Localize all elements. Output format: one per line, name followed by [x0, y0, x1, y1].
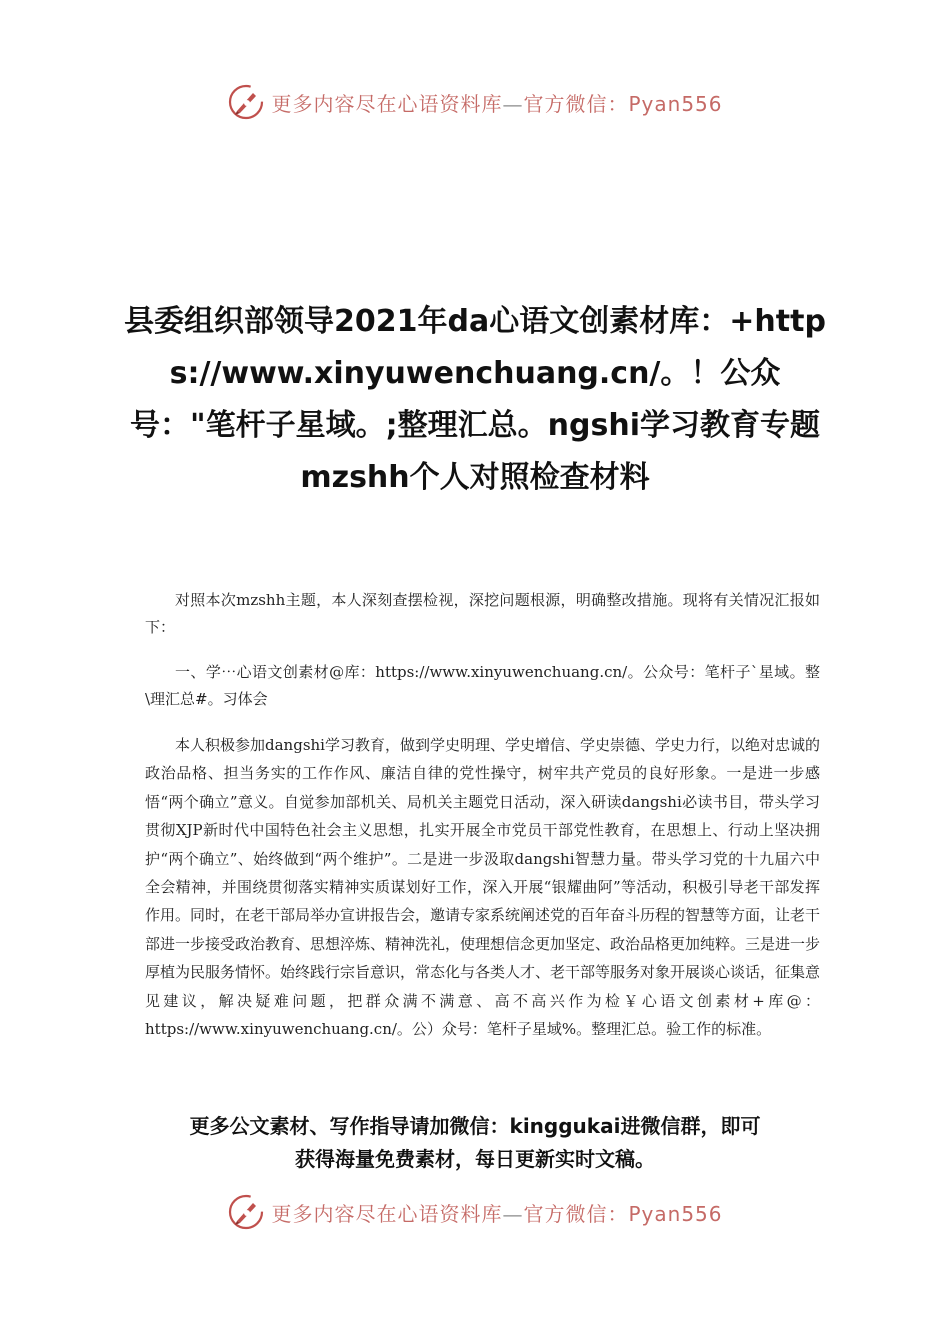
footer-banner [0, 1190, 950, 1234]
paragraph-intro: 对照本次mzshh主题，本人深刻查摆检视，深挖问题根源，明确整改措施。现将有关情况汇报如下： [145, 591, 820, 636]
banner-text [271, 88, 722, 117]
header-banner [0, 80, 950, 124]
paragraph-main: 本人积极参加dangshi学习教育，做到学史明理、学史增信、学史崇德、学史力行，以绝对忠诚的政治品格、担当务实的工作作风、廉洁自律的党性操守，树牢共产党员的良好形象。一是进一步感悟“两个确立”意义。自觉参加部机关、局机关主题党日活动，深入研读dangshi必读书目，带头学习贯彻XJP新时代中国特色社会主义思想，扎实开展全市党员干部党性教育，在思想上、行动上坚决拥护“两个确立”、始终做到“两个维护”。二是进一步汲取dangshi智慧力量。带头学习党的十九届六中全会精神，并围绕贯彻落实精神实质谋划好工作，深入开展“银耀曲阿”等活动，积极引导老干部发挥作用。同时，在老干部局举办宣讲报告会，邀请专家系统阐述党的百年奋斗历程的智慧等方面，让老干部进一步接受政治教育、思想淬炼、精神洗礼，使理想信念更加坚定、政治品格更加纯粹。三是进一步厚植为民服务情怀。始终践行宗旨意识，常态化与各类人才、老干部等服务对象开展谈心谈话，征集意见建议，解决疑难问题，把群众满不满意、高不高兴作为检￥心语文创素材+库@：https://www.xinyuwenchuang.cn/。公）众号：笔杆子星域%。整理汇总。验工作的标准。 [145, 736, 821, 1039]
promo-line-1: 更多公文素材、写作指导请加微信：kinggukai进微信群，即可 [189, 1114, 761, 1138]
promo-notice [110, 1110, 840, 1176]
document-title: 县委组织部领导2021年da心语文创素材库：+https://www.xinyuwenchuang.cn/。！公众号："笔杆子星域。;整理汇总。ngshi学习教育专题mzshh个人对照检查材料 [124, 304, 826, 495]
pen-logo-icon [227, 1193, 265, 1231]
banner-wechat-id: Pyan556 [628, 1201, 723, 1226]
intro-paragraph-block [145, 587, 820, 641]
banner-label: 官方微信： [523, 1201, 629, 1226]
banner-main-text: 更多内容尽在心语资料库 [271, 91, 503, 116]
main-paragraph-block [145, 731, 820, 1043]
promo-line-2: 获得海量免费素材，每日更新实时文稿。 [295, 1147, 655, 1171]
banner-separator: — [502, 91, 524, 116]
paragraph-section-heading: 一、学⋯心语文创素材@库：https://www.xinyuwenchuang.cn/。公众号：笔杆子`星域。整\理汇总#。习体会 [145, 663, 820, 708]
banner-main-text: 更多内容尽在心语资料库 [271, 1201, 503, 1226]
banner-separator: — [502, 1201, 524, 1226]
banner-label: 官方微信： [523, 91, 629, 116]
pen-logo-icon [227, 83, 265, 121]
section-heading-block [145, 659, 820, 713]
banner-wechat-id: Pyan556 [628, 91, 723, 116]
banner-text [271, 1198, 722, 1227]
